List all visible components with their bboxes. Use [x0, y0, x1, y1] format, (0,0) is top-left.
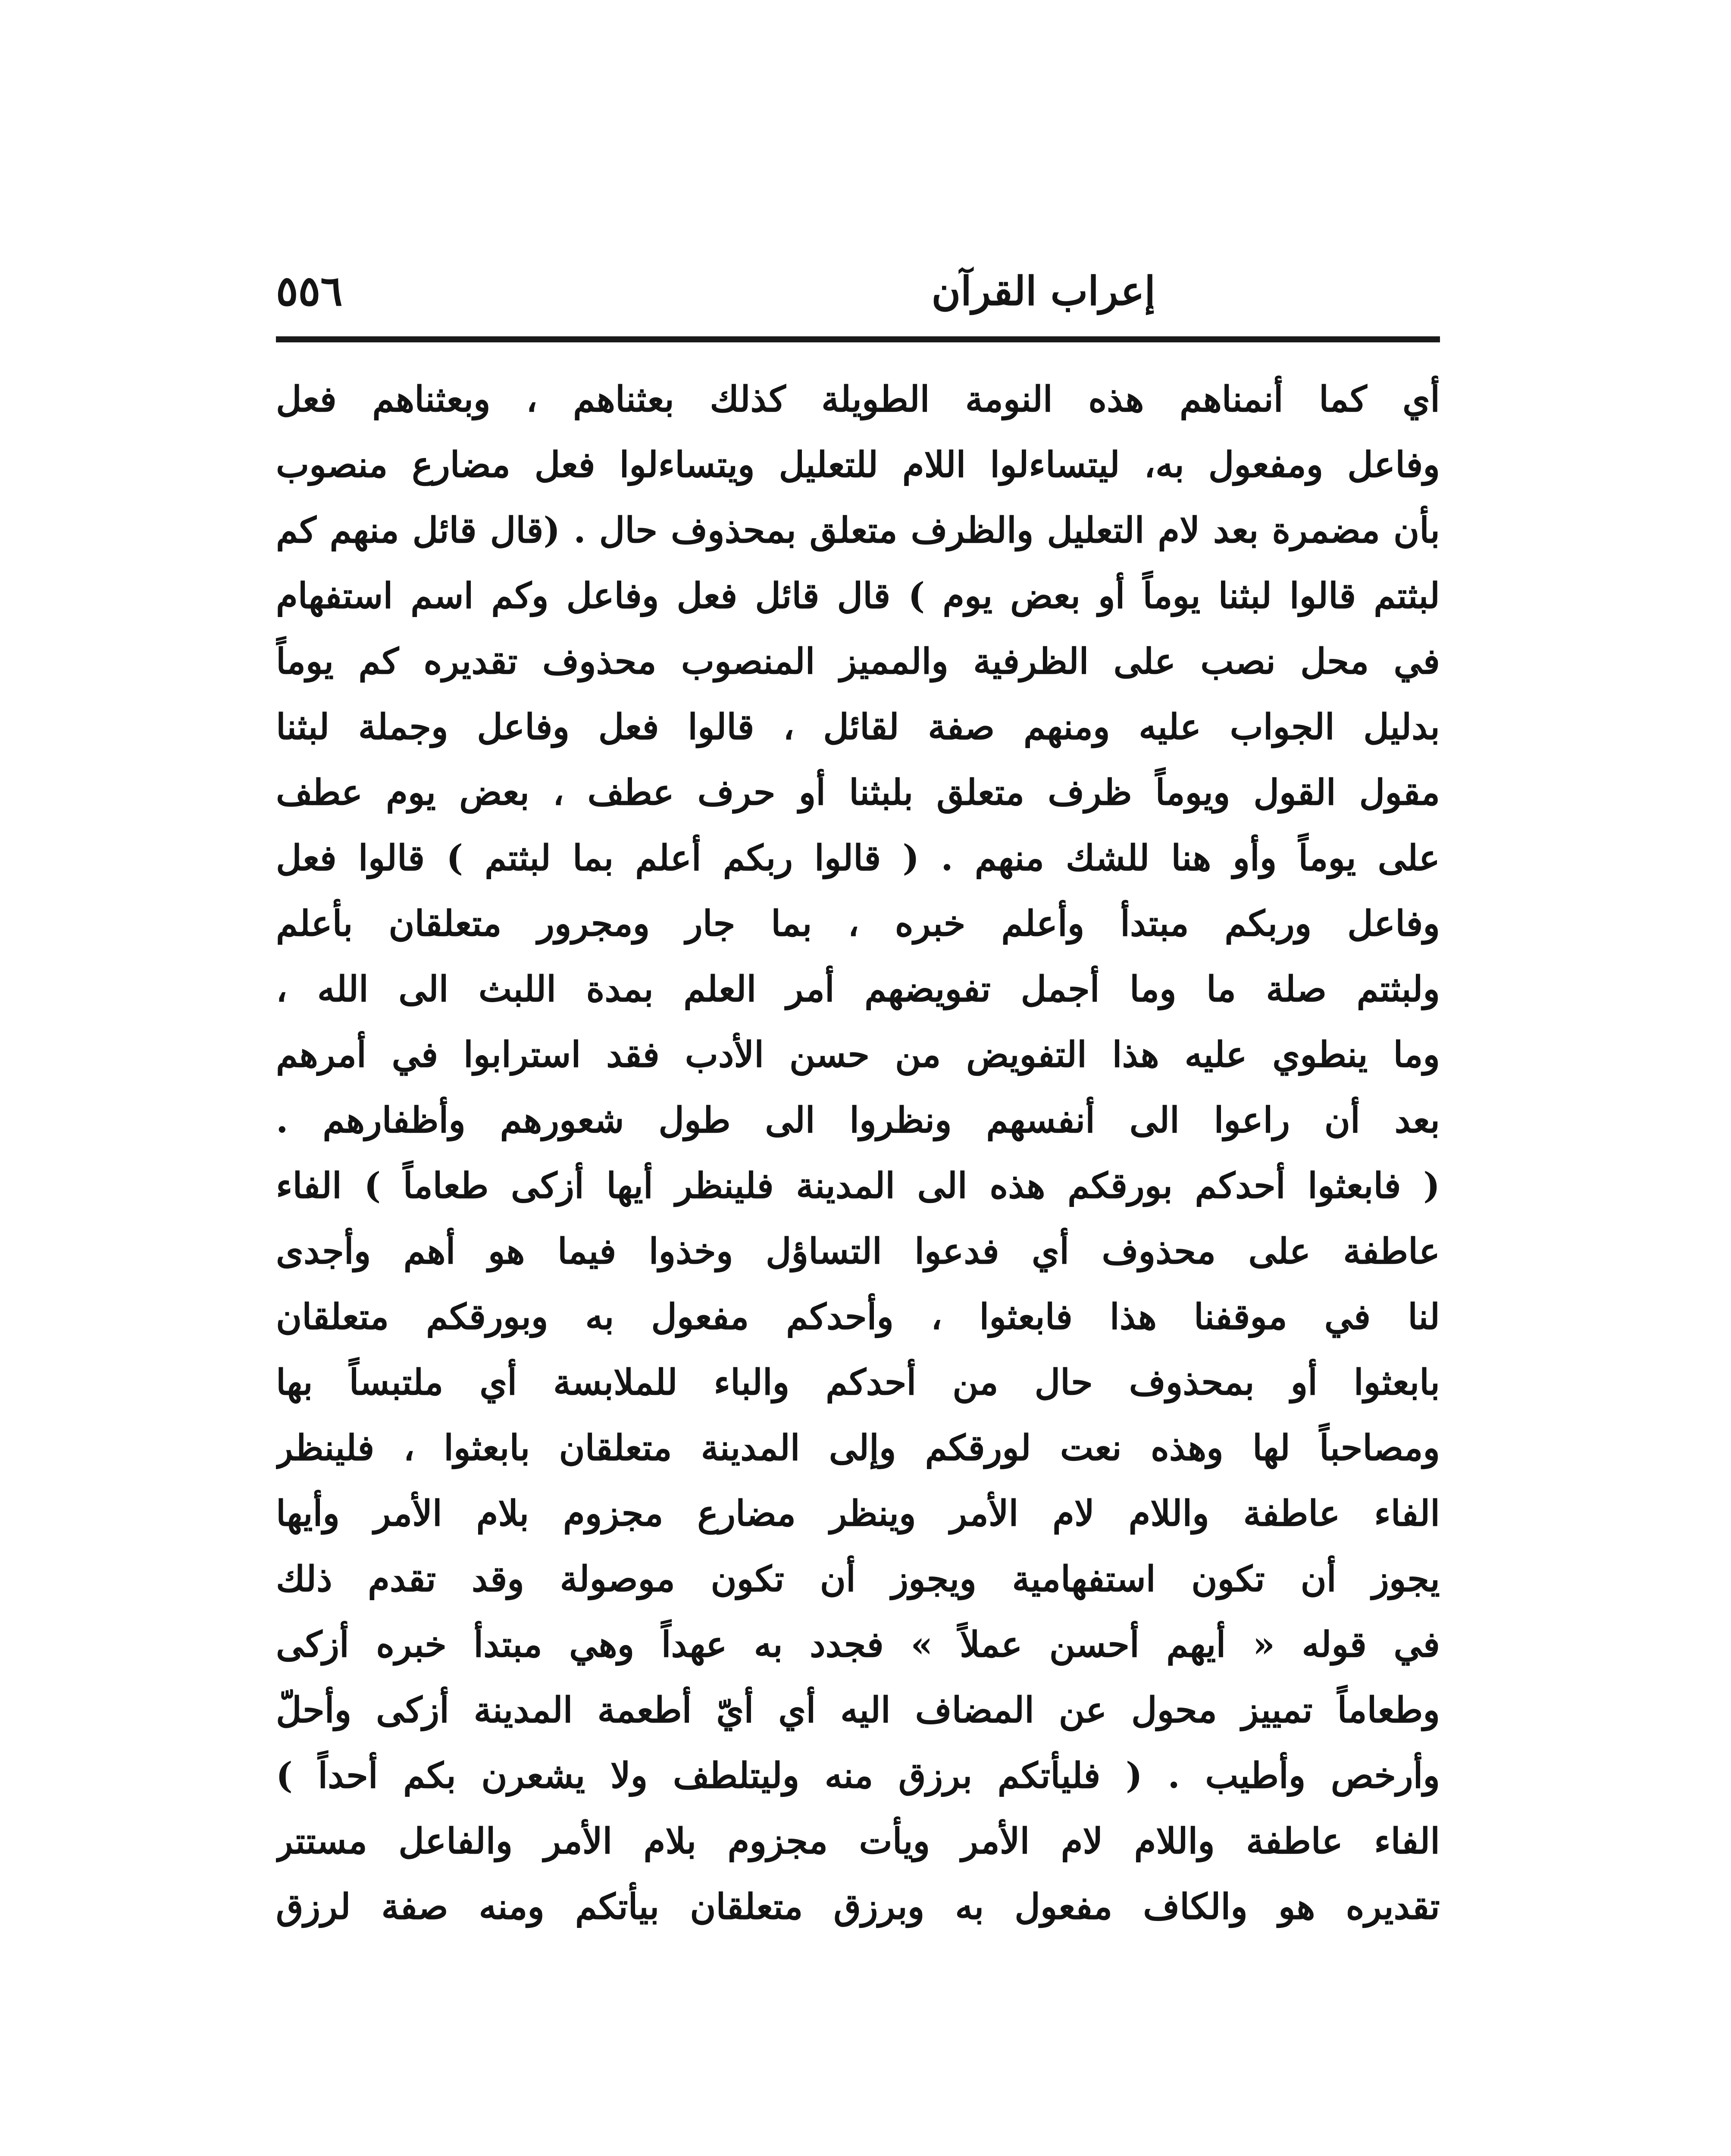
text-line: في محل نصب على الظرفية والمميز المنصوب محذوف تقديره كم يوماً: [276, 641, 1440, 682]
text-line: مقول القول ويوماً ظرف متعلق بلبثنا أو حرف عطف ، بعض يوم عطف: [276, 772, 1440, 813]
text-line: على يوماً وأو هنا للشك منهم . ( قالوا ربكم أعلم بما لبثتم ) قالوا فعل: [276, 837, 1440, 879]
running-title: إعراب القرآن: [931, 268, 1155, 314]
page-header: [276, 254, 1440, 328]
text-line: وفاعل ومفعول به، ليتساءلوا اللام للتعليل ويتساءلوا فعل مضارع منصوب: [276, 444, 1440, 486]
text-line: الفاء عاطفة واللام لام الأمر وينظر مضارع مجزوم بلام الأمر وأيها: [276, 1493, 1440, 1534]
text-line: ولبثتم صلة ما وما أجمل تفويضهم أمر العلم بمدة اللبث الى الله ،: [276, 968, 1440, 1010]
text-line: في قوله « أيهم أحسن عملاً » فجدد به عهداً وهي مبتدأ خبره أزكى: [276, 1624, 1440, 1665]
text-line: لنا في موقفنا هذا فابعثوا ، وأحدكم مفعول به وبورقكم متعلقان: [276, 1296, 1440, 1338]
text-line: بعد أن راعوا الى أنفسهم ونظروا الى طول شعورهم وأظفارهم .: [276, 1100, 1440, 1141]
text-line: بابعثوا أو بمحذوف حال من أحدكم والباء للملابسة أي ملتبساً بها: [276, 1362, 1440, 1403]
text-line: وفاعل وربكم مبتدأ وأعلم خبره ، بما جار ومجرور متعلقان بأعلم: [276, 903, 1440, 944]
text-line: وما ينطوي عليه هذا التفويض من حسن الأدب فقد استرابوا في أمرهم: [276, 1034, 1440, 1075]
page-number: ٥٥٦: [276, 266, 343, 315]
text-line: تقديره هو والكاف مفعول به وبرزق متعلقان بيأتكم ومنه صفة لرزق: [276, 1886, 1440, 1927]
text-line: وأرخص وأطيب . ( فليأتكم برزق منه وليتلطف ولا يشعرن بكم أحداً ): [276, 1755, 1440, 1796]
text-line: ( فابعثوا أحدكم بورقكم هذه الى المدينة فلينظر أيها أزكى طعاماً ) الفاء: [276, 1165, 1440, 1206]
header-rule: [276, 336, 1440, 342]
text-line: عاطفة على محذوف أي فدعوا التساؤل وخذوا فيما هو أهم وأجدى: [276, 1231, 1440, 1272]
text-line: بأن مضمرة بعد لام التعليل والظرف متعلق بمحذوف حال . (قال قائل منهم كم: [276, 510, 1440, 551]
text-line: أي كما أنمناهم هذه النومة الطويلة كذلك بعثناهم ، وبعثناهم فعل: [276, 379, 1440, 420]
body-text: [276, 367, 1440, 1940]
text-line: لبثتم قالوا لبثنا يوماً أو بعض يوم ) قال قائل فعل وفاعل وكم اسم استفهام: [276, 575, 1440, 617]
text-line: الفاء عاطفة واللام لام الأمر ويأت مجزوم بلام الأمر والفاعل مستتر: [276, 1821, 1440, 1862]
text-line: يجوز أن تكون استفهامية ويجوز أن تكون موصولة وقد تقدم ذلك: [276, 1558, 1440, 1600]
text-line: ومصاحباً لها وهذه نعت لورقكم وإلى المدينة متعلقان بابعثوا ، فلينظر: [276, 1427, 1440, 1469]
text-line: بدليل الجواب عليه ومنهم صفة لقائل ، قالوا فعل وفاعل وجملة لبثنا: [276, 706, 1440, 748]
text-line: وطعاماً تمييز محول عن المضاف اليه أي أيّ أطعمة المدينة أزكى وأحلّ: [276, 1689, 1440, 1731]
